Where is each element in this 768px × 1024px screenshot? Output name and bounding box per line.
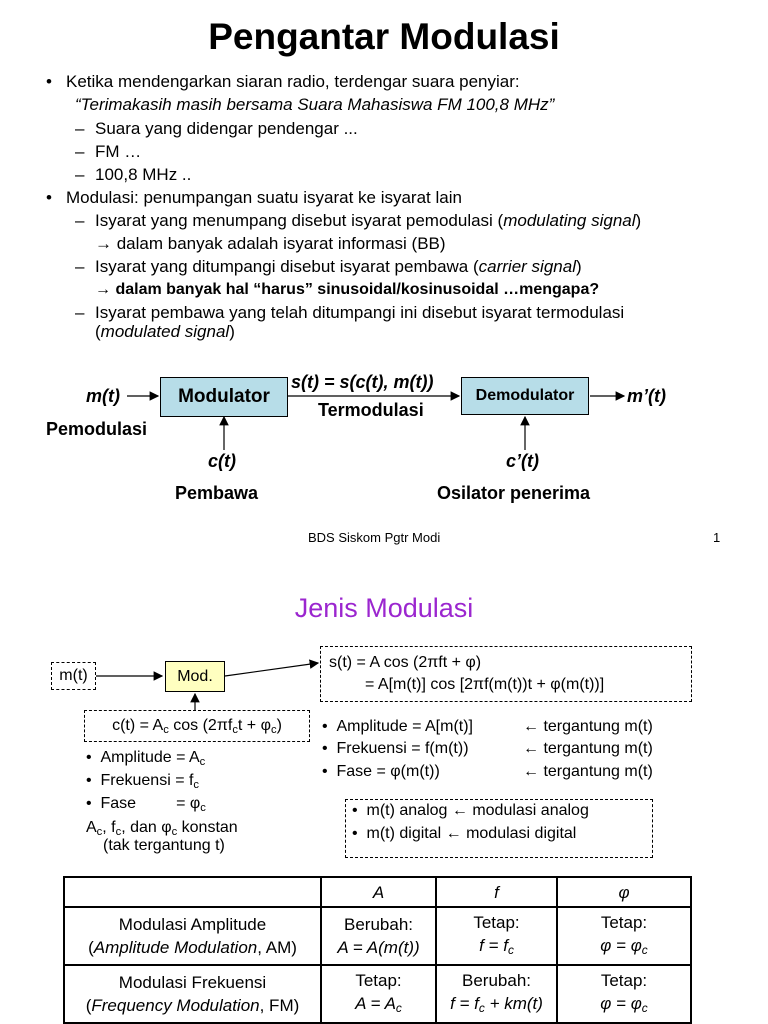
sub-item-fm: FM … [95, 142, 142, 161]
table-cell-name: Modulasi Frekuensi (Frequency Modulation, FM) [64, 965, 321, 1023]
table-cell-f: Tetap: $f = f_c$ [436, 907, 557, 965]
bullet-modulasi: Modulasi: penumpangan suatu isyarat ke isyarat lain [66, 188, 462, 207]
st-formula-line2: = A[m(t)] cos [2πf(m(t))t + φ(m(t))] [365, 676, 605, 693]
modulator-box: Modulator [160, 377, 288, 417]
page-number: 1 [713, 530, 721, 545]
right-bullet-amplitude: • Amplitude = A[m(t)] [322, 718, 473, 735]
slide-footer: BDS Siskom Pgtr Modi [308, 530, 441, 545]
osilator-label: Osilator penerima [437, 483, 591, 503]
dash-marker: – [75, 165, 85, 184]
sub-item-pemodulasi: Isyarat yang menumpang disebut isyarat pemodulasi (modulating signal) [95, 211, 642, 230]
table-row [64, 907, 691, 965]
dash-marker: – [75, 257, 85, 276]
sub-item-suara: Suara yang didengar pendengar ... [95, 119, 358, 138]
table-cell-name: Modulasi Amplitude (Amplitude Modulation, AM) [64, 907, 321, 965]
dash-marker: – [75, 303, 85, 322]
slide1-title: Pengantar Modulasi [208, 16, 560, 57]
mprime-label: m’(t) [627, 386, 666, 406]
mt-box: m(t) [51, 662, 96, 690]
right-bullet-fase: • Fase = φ(m(t)) [322, 763, 440, 780]
sub-item-pembawa: Isyarat yang ditumpangi disebut isyarat pembawa (carrier signal) [95, 257, 582, 276]
table-cell-f: Berubah: $f = f_c + km(t)$ [436, 965, 557, 1023]
quote-text: “Terimakasih masih bersama Suara Mahasiswa FM 100,8 MHz” [75, 95, 555, 114]
right-bullet-frekuensi: • Frekuensi = f(m(t)) [322, 740, 469, 757]
left-tak-tergantung: (tak tergantung t) [103, 837, 225, 854]
sub-item-termodulasi-cont: (modulated signal) [95, 322, 235, 341]
sub-item-termodulasi: Isyarat pembawa yang telah ditumpangi ini disebut isyarat termodulasi [95, 303, 625, 322]
termodulasi-label: Termodulasi [318, 400, 424, 420]
right-dep-frekuensi: ← tergantung m(t) [523, 740, 653, 757]
arrow-line-informasi: → dalam banyak adalah isyarat informasi (BB) [95, 234, 446, 253]
mt-label: m(t) [86, 386, 120, 406]
table-header-row [64, 877, 691, 907]
cprime-label: c’(t) [506, 451, 539, 471]
table-cell-phi: Tetap: $\varphi = \varphi_c$ [557, 907, 691, 965]
analog-digital-box [345, 799, 653, 858]
sub-item-freq: 100,8 MHz .. [95, 165, 192, 184]
analog-line: • m(t) analog ← modulasi analog [352, 802, 589, 819]
table-header-cell: A [321, 877, 436, 907]
st-formula-box [320, 646, 692, 702]
right-dep-amplitude: ← tergantung m(t) [523, 718, 653, 735]
table-row [64, 965, 691, 1023]
table-header-cell [64, 877, 321, 907]
table-cell-A: Berubah: A = A(m(t)) [321, 907, 436, 965]
table-header-cell: f [436, 877, 557, 907]
modulation-table [63, 876, 692, 1024]
pemodulasi-label: Pemodulasi [46, 419, 148, 439]
st-formula-line1: s(t) = A cos (2πft + φ) [329, 654, 482, 671]
left-konstan: $A_c$, $f_c$, dan $\varphi_c$ konstan [86, 819, 238, 838]
table-cell-phi: Tetap: $\varphi = \varphi_c$ [557, 965, 691, 1023]
dash-marker: – [75, 119, 85, 138]
slide2-title: Jenis Modulasi [294, 593, 474, 623]
bullet-dot: • [46, 72, 52, 91]
left-bullet-amplitude: • Amplitude = $A_c$ [86, 749, 206, 768]
table-cell-A: Tetap: $A = A_c$ [321, 965, 436, 1023]
right-dep-fase: ← tergantung m(t) [523, 763, 653, 780]
mod-box: Mod. [165, 661, 225, 692]
ct-formula-box: $c(t) = A_c$ $\cos (2\pi f_ct + \varphi_c)$ [84, 710, 310, 742]
arrow-line-sinusoidal: → dalam banyak hal “harus” sinusoidal/kosinusoidal …mengapa? [95, 281, 600, 298]
bullet-ketika: Ketika mendengarkan siaran radio, terdengar suara penyiar: [66, 72, 520, 91]
left-bullet-fase: • Fase = $\varphi_c$ [86, 795, 206, 814]
bullet-dot: • [46, 188, 52, 207]
demodulator-box: Demodulator [461, 377, 589, 415]
left-bullet-frekuensi: • Frekuensi = $f_c$ [86, 772, 200, 791]
digital-line: • m(t) digital ← modulasi digital [352, 825, 577, 842]
st-label: s(t) = s(c(t), m(t)) [291, 372, 434, 392]
pembawa-label: Pembawa [175, 483, 259, 503]
ct-label: c(t) [208, 451, 236, 471]
dash-marker: – [75, 211, 85, 230]
dash-marker: – [75, 142, 85, 161]
table-header-cell: φ [557, 877, 691, 907]
